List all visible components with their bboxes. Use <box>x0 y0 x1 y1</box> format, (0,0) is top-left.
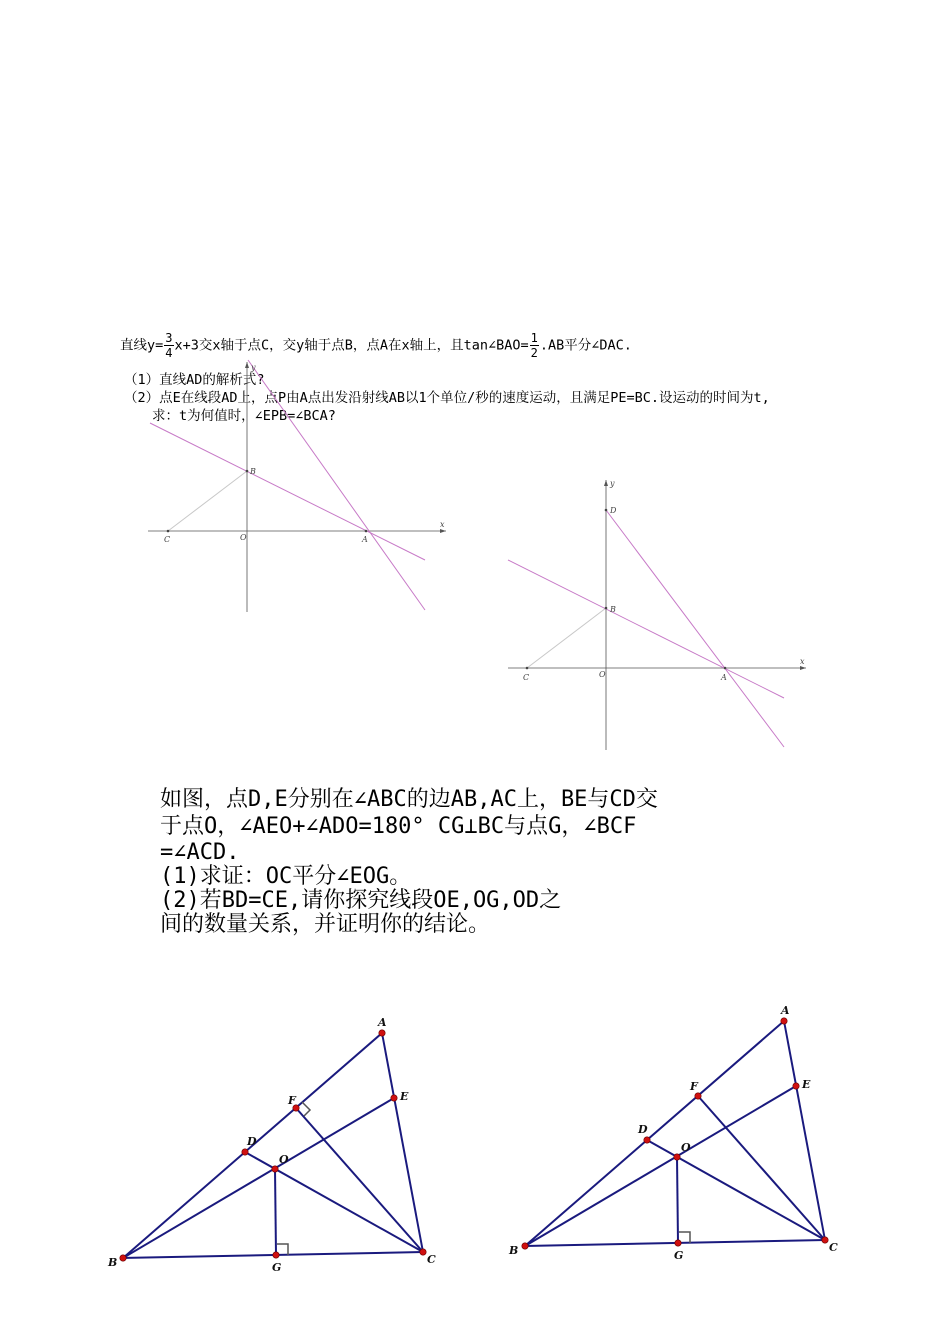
fig2-side-AC <box>784 1021 825 1240</box>
fig2-point-C <box>822 1237 828 1243</box>
fig1-label-O: O <box>279 1153 289 1166</box>
problem1-stem-a: 直线y= <box>120 337 164 354</box>
problem1-stem-b: x+3交x轴于点C，交y轴于点B，点A在x轴上，且tan∠BAO= <box>174 337 529 354</box>
fig1-point-G <box>273 1252 279 1258</box>
graph2-line-AD <box>606 510 784 747</box>
problem2-line2: 于点O，∠AEO+∠ADO=180° CG⊥BC与点G，∠BCF <box>160 814 637 839</box>
fig1-label-F: F <box>288 1094 296 1107</box>
fig1-point-A <box>379 1030 385 1036</box>
fig2-segment-BE <box>525 1086 796 1246</box>
graph1-label-x: x <box>440 520 445 529</box>
graph1-point-C <box>167 530 170 533</box>
graph2-label-x: x <box>800 657 805 666</box>
graph2-line-AB <box>508 560 784 698</box>
fig2-label-G: G <box>674 1249 684 1262</box>
graph2-point-A <box>724 667 727 670</box>
fig2-segment-FC <box>698 1096 825 1240</box>
problem2-line4: (1)求证：OC平分∠EOG。 <box>160 864 412 889</box>
graph1-point-A <box>365 530 368 533</box>
graph1-label-B: B <box>250 467 256 476</box>
graph2-label-A: A <box>721 673 727 682</box>
fig1-point-C <box>420 1249 426 1255</box>
graph2 <box>508 479 806 750</box>
graph1-line-AB <box>150 423 425 560</box>
fig2-point-B <box>522 1243 528 1249</box>
fig2-label-O: O <box>681 1141 691 1154</box>
problem1-question2-line2: 求：t为何值时，∠EPB=∠BCA? <box>152 408 336 424</box>
graph1-label-y: y <box>251 363 256 372</box>
graph2-label-D: D <box>610 506 617 515</box>
graph1-label-O: O <box>240 533 247 542</box>
fig2-point-G <box>675 1240 681 1246</box>
fig1-segment-DC <box>245 1152 423 1252</box>
geometry-figure2 <box>525 1021 825 1246</box>
geometry-figure1 <box>123 1033 423 1258</box>
fig2-segment-OG <box>677 1157 678 1243</box>
fig1-label-B: B <box>108 1256 118 1269</box>
graph2-label-O: O <box>599 670 606 679</box>
problem2-line3: =∠ACD. <box>160 840 240 865</box>
fraction1-numerator: 3 <box>165 331 173 345</box>
fig2-label-D: D <box>638 1123 648 1136</box>
graph2-label-y: y <box>610 479 615 488</box>
graph1-y-arrow-icon <box>245 362 249 368</box>
graph2-label-C: C <box>523 673 530 682</box>
fig2-points <box>522 1018 828 1249</box>
fig2-point-O <box>674 1154 680 1160</box>
graph2-label-B: B <box>610 605 616 614</box>
fig1-side-AC <box>382 1033 423 1252</box>
fig1-label-C: C <box>427 1253 436 1266</box>
fraction2-denominator: 2 <box>530 346 538 360</box>
fig2-point-A <box>781 1018 787 1024</box>
problem2-line6: 间的数量关系，并证明你的结论。 <box>160 912 491 937</box>
fraction2-numerator: 1 <box>530 331 538 345</box>
fig2-label-E: E <box>802 1078 811 1091</box>
problem1-question1: （1）直线AD的解析式? <box>124 372 265 388</box>
problem1-stem-c: .AB平分∠DAC. <box>539 337 632 354</box>
graph1-segment-CB <box>168 471 247 531</box>
fig1-point-E <box>391 1095 397 1101</box>
fig2-label-C: C <box>829 1241 838 1254</box>
fig2-point-D <box>644 1137 650 1143</box>
fig1-segment-BE <box>123 1098 394 1258</box>
graph2-point-D <box>605 509 608 512</box>
problem2-line1: 如图，点D,E分别在∠ABC的边AB,AC上，BE与CD交 <box>160 787 658 812</box>
graph2-x-arrow-icon <box>800 666 806 670</box>
graph2-y-arrow-icon <box>604 480 608 486</box>
fig1-segment-FC <box>296 1108 423 1252</box>
fig1-right-angle-F-icon <box>302 1102 310 1116</box>
fig1-points <box>120 1030 426 1261</box>
fraction1-denominator: 4 <box>165 346 173 360</box>
fig1-point-O <box>272 1166 278 1172</box>
graph1 <box>148 360 446 612</box>
problem1-question2-line1: （2）点E在线段AD上，点P由A点出发沿射线AB以1个单位/秒的速度运动，且满足PE=BC.设运动的时间为t, <box>124 390 770 406</box>
problem2-line5: (2)若BD=CE,请你探究线段OE,OG,OD之 <box>160 888 562 913</box>
graph1-label-A: A <box>362 535 368 544</box>
fig1-label-A: A <box>378 1016 387 1029</box>
fig2-label-F: F <box>690 1080 698 1093</box>
fig2-point-F <box>695 1093 701 1099</box>
graph2-point-C <box>526 667 529 670</box>
fig2-label-B: B <box>509 1244 519 1257</box>
fig2-label-A: A <box>781 1004 790 1017</box>
fig1-point-D <box>242 1149 248 1155</box>
fig2-segment-DC <box>647 1140 825 1240</box>
graph2-segment-CB <box>527 608 606 668</box>
graph2-point-B <box>605 607 608 610</box>
fig2-point-E <box>793 1083 799 1089</box>
fig1-label-E: E <box>400 1090 409 1103</box>
graph1-point-B <box>246 470 249 473</box>
fig1-segment-OG <box>275 1169 276 1255</box>
fig2-side-BA <box>525 1021 784 1246</box>
fig1-label-G: G <box>272 1261 282 1274</box>
graph1-x-arrow-icon <box>440 529 446 533</box>
graph1-label-C: C <box>164 535 171 544</box>
fig1-point-B <box>120 1255 126 1261</box>
fig1-label-D: D <box>247 1135 257 1148</box>
